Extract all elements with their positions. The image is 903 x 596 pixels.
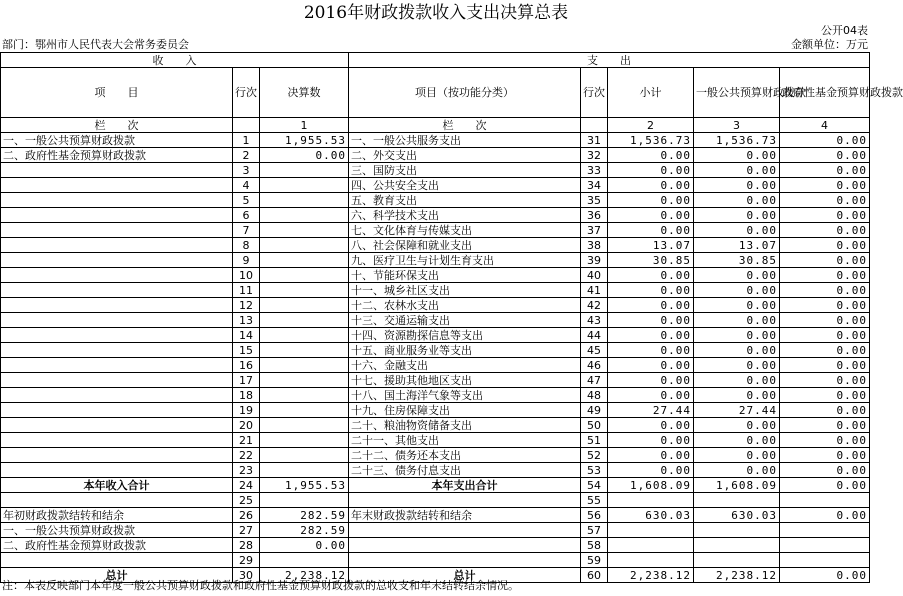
income-amount-cell[interactable] xyxy=(260,193,349,208)
income-amount-cell[interactable] xyxy=(260,493,349,508)
column-number-2: 2 xyxy=(608,118,694,133)
expense-row-no-cell[interactable]: 40 xyxy=(581,268,608,283)
income-amount-cell[interactable] xyxy=(260,553,349,568)
income-amount-cell[interactable] xyxy=(260,358,349,373)
gov-fund-cell[interactable]: 0.00 xyxy=(780,328,870,343)
column-label-expense: 栏 次 xyxy=(349,118,581,133)
general-budget-cell[interactable]: 0.00 xyxy=(694,283,780,298)
subtotal-cell[interactable]: 13.07 xyxy=(608,238,694,253)
subtotal-cell[interactable]: 0.00 xyxy=(608,433,694,448)
subtotal-cell[interactable] xyxy=(608,523,694,538)
income-row-no-cell[interactable]: 1 xyxy=(233,133,260,148)
expense-item-cell[interactable]: 总计 xyxy=(349,568,581,583)
table-row xyxy=(1,253,870,268)
expense-item-cell[interactable]: 一、一般公共服务支出 xyxy=(349,133,581,148)
table-row xyxy=(1,223,870,238)
income-item-cell[interactable]: 本年收入合计 xyxy=(1,478,233,493)
subtotal-cell[interactable]: 0.00 xyxy=(608,358,694,373)
income-item-cell[interactable] xyxy=(1,313,233,328)
expense-row-no-cell[interactable]: 54 xyxy=(581,478,608,493)
expense-item-cell[interactable]: 八、社会保障和就业支出 xyxy=(349,238,581,253)
expense-section-header: 支 出 xyxy=(349,53,870,68)
table-row xyxy=(1,283,870,298)
expense-row-no-cell[interactable]: 44 xyxy=(581,328,608,343)
general-budget-cell[interactable] xyxy=(694,538,780,553)
subtotal-cell[interactable]: 27.44 xyxy=(608,403,694,418)
table-row xyxy=(1,418,870,433)
expense-item-cell[interactable] xyxy=(349,538,581,553)
expense-item-cell[interactable]: 十八、国土海洋气象等支出 xyxy=(349,388,581,403)
income-amount-cell[interactable] xyxy=(260,313,349,328)
gov-fund-cell[interactable]: 0.00 xyxy=(780,403,870,418)
section-header-row xyxy=(1,53,870,68)
table-row xyxy=(1,358,870,373)
income-amount-cell[interactable] xyxy=(260,283,349,298)
income-item-cell[interactable] xyxy=(1,238,233,253)
gov-fund-cell[interactable]: 0.00 xyxy=(780,433,870,448)
gov-fund-cell[interactable]: 0.00 xyxy=(780,163,870,178)
income-amount-cell[interactable]: 1,955.53 xyxy=(260,133,349,148)
general-budget-cell[interactable]: 0.00 xyxy=(694,208,780,223)
expense-item-cell[interactable] xyxy=(349,523,581,538)
subtotal-cell[interactable]: 0.00 xyxy=(608,223,694,238)
income-item-cell[interactable]: 年初财政拨款结转和结余 xyxy=(1,508,233,523)
form-code: 公开04表 xyxy=(821,24,868,37)
income-row-no-cell[interactable]: 28 xyxy=(233,538,260,553)
income-amount-cell[interactable] xyxy=(260,433,349,448)
expense-item-cell[interactable]: 十、节能环保支出 xyxy=(349,268,581,283)
expense-item-cell[interactable]: 六、科学技术支出 xyxy=(349,208,581,223)
income-item-cell[interactable]: 二、政府性基金预算财政拨款 xyxy=(1,538,233,553)
income-amount-cell[interactable] xyxy=(260,268,349,283)
income-row-no-cell[interactable]: 16 xyxy=(233,358,260,373)
column-number-4: 4 xyxy=(780,118,870,133)
row-no-header: 行次 xyxy=(233,68,260,118)
table-row xyxy=(1,133,870,148)
table-row xyxy=(1,343,870,358)
expense-row-no-cell[interactable]: 50 xyxy=(581,418,608,433)
income-amount-cell[interactable] xyxy=(260,238,349,253)
gov-fund-cell[interactable]: 0.00 xyxy=(780,283,870,298)
income-amount-cell[interactable] xyxy=(260,163,349,178)
subtotal-cell[interactable]: 0.00 xyxy=(608,268,694,283)
expense-row-no-cell[interactable]: 51 xyxy=(581,433,608,448)
expense-item-cell[interactable]: 十三、交通运输支出 xyxy=(349,313,581,328)
footnote: 注：本表反映部门本年度一般公共预算财政拨款和政府性基金预算财政拨款的总收支和年末结转结余情况。 xyxy=(2,579,519,592)
gov-fund-cell[interactable]: 0.00 xyxy=(780,388,870,403)
income-item-cell[interactable] xyxy=(1,433,233,448)
expense-row-no-cell[interactable]: 36 xyxy=(581,208,608,223)
income-row-no-cell[interactable]: 21 xyxy=(233,433,260,448)
expense-row-no-cell[interactable]: 37 xyxy=(581,223,608,238)
income-amount-cell[interactable]: 0.00 xyxy=(260,538,349,553)
income-amount-cell[interactable] xyxy=(260,298,349,313)
expense-row-no-cell[interactable]: 41 xyxy=(581,283,608,298)
table-row xyxy=(1,403,870,418)
gov-fund-cell[interactable]: 0.00 xyxy=(780,193,870,208)
income-amount-cell[interactable] xyxy=(260,448,349,463)
gov-fund-cell[interactable] xyxy=(780,493,870,508)
expense-item-cell[interactable]: 二十二、债务还本支出 xyxy=(349,448,581,463)
expense-item-cell[interactable]: 十六、金融支出 xyxy=(349,358,581,373)
income-item-cell[interactable] xyxy=(1,178,233,193)
income-amount-cell[interactable] xyxy=(260,403,349,418)
subtotal-cell[interactable] xyxy=(608,553,694,568)
income-row-no-cell[interactable]: 2 xyxy=(233,148,260,163)
subtotal-cell[interactable]: 0.00 xyxy=(608,283,694,298)
budget-table xyxy=(0,52,903,583)
general-budget-cell[interactable]: 0.00 xyxy=(694,223,780,238)
income-row-no-cell[interactable]: 29 xyxy=(233,553,260,568)
gov-fund-cell[interactable] xyxy=(780,553,870,568)
expense-row-no-cell[interactable]: 58 xyxy=(581,538,608,553)
expense-item-cell[interactable]: 本年支出合计 xyxy=(349,478,581,493)
expense-row-no-cell[interactable]: 33 xyxy=(581,163,608,178)
income-row-no-cell[interactable]: 20 xyxy=(233,418,260,433)
table-row xyxy=(1,523,870,538)
income-section-header: 收 入 xyxy=(1,53,349,68)
column-label-blank xyxy=(581,118,608,133)
subtotal-cell[interactable]: 0.00 xyxy=(608,388,694,403)
income-amount-cell[interactable]: 0.00 xyxy=(260,148,349,163)
table-row xyxy=(1,463,870,478)
income-item-cell[interactable] xyxy=(1,493,233,508)
gov-fund-cell[interactable]: 0.00 xyxy=(780,133,870,148)
gov-fund-cell[interactable]: 0.00 xyxy=(780,418,870,433)
income-amount-cell[interactable] xyxy=(260,463,349,478)
expense-row-no-cell[interactable]: 35 xyxy=(581,193,608,208)
expense-row-no-cell[interactable]: 47 xyxy=(581,373,608,388)
table-row xyxy=(1,433,870,448)
income-row-no-cell[interactable]: 24 xyxy=(233,478,260,493)
gov-fund-cell[interactable]: 0.00 xyxy=(780,253,870,268)
expense-row-no-cell[interactable]: 43 xyxy=(581,313,608,328)
general-budget-cell[interactable] xyxy=(694,493,780,508)
subtotal-cell[interactable]: 0.00 xyxy=(608,373,694,388)
general-budget-cell[interactable]: 0.00 xyxy=(694,163,780,178)
general-budget-cell[interactable]: 0.00 xyxy=(694,343,780,358)
subtotal-header: 小计 xyxy=(608,68,694,118)
income-row-no-cell[interactable]: 25 xyxy=(233,493,260,508)
expense-row-no-cell[interactable]: 42 xyxy=(581,298,608,313)
table-row xyxy=(1,148,870,163)
expense-item-cell[interactable]: 九、医疗卫生与计划生育支出 xyxy=(349,253,581,268)
subtotal-cell[interactable]: 0.00 xyxy=(608,208,694,223)
subtotal-cell[interactable]: 1,608.09 xyxy=(608,478,694,493)
income-item-cell[interactable] xyxy=(1,208,233,223)
expense-item-cell[interactable]: 二十三、债务付息支出 xyxy=(349,463,581,478)
table-row xyxy=(1,298,870,313)
income-amount-cell[interactable]: 282.59 xyxy=(260,523,349,538)
expense-row-no-cell[interactable]: 46 xyxy=(581,358,608,373)
expense-item-cell[interactable]: 十一、城乡社区支出 xyxy=(349,283,581,298)
income-amount-cell[interactable] xyxy=(260,328,349,343)
general-budget-cell[interactable]: 27.44 xyxy=(694,403,780,418)
income-item-cell[interactable] xyxy=(1,388,233,403)
expense-item-cell[interactable]: 十五、商业服务业等支出 xyxy=(349,343,581,358)
expense-row-no-cell[interactable]: 59 xyxy=(581,553,608,568)
income-item-cell[interactable]: 一、一般公共预算财政拨款 xyxy=(1,523,233,538)
general-budget-cell[interactable]: 2,238.12 xyxy=(694,568,780,583)
subtotal-cell[interactable]: 0.00 xyxy=(608,193,694,208)
general-budget-cell[interactable]: 0.00 xyxy=(694,328,780,343)
income-row-no-cell[interactable]: 10 xyxy=(233,268,260,283)
general-budget-cell[interactable]: 0.00 xyxy=(694,418,780,433)
gov-fund-cell[interactable] xyxy=(780,523,870,538)
column-label-blank xyxy=(233,118,260,133)
expense-item-cell[interactable]: 二十、粮油物资储备支出 xyxy=(349,418,581,433)
subtotal-cell[interactable]: 0.00 xyxy=(608,448,694,463)
func-item-header: 项目（按功能分类） xyxy=(349,68,581,118)
general-budget-cell[interactable]: 0.00 xyxy=(694,373,780,388)
gov-fund-cell[interactable] xyxy=(780,538,870,553)
item-header: 项 目 xyxy=(1,68,233,118)
table-row xyxy=(1,508,870,523)
department-label: 部门：鄂州市人民代表大会常务委员会 xyxy=(2,38,189,51)
gov-fund-cell[interactable]: 0.00 xyxy=(780,448,870,463)
gov-fund-cell[interactable]: 0.00 xyxy=(780,463,870,478)
expense-row-no-cell[interactable]: 48 xyxy=(581,388,608,403)
column-number-3: 3 xyxy=(694,118,780,133)
gov-fund-cell[interactable]: 0.00 xyxy=(780,358,870,373)
general-budget-cell[interactable]: 0.00 xyxy=(694,313,780,328)
gov-fund-cell[interactable]: 0.00 xyxy=(780,313,870,328)
income-item-cell[interactable] xyxy=(1,163,233,178)
income-item-cell[interactable] xyxy=(1,358,233,373)
column-label: 栏 次 xyxy=(1,118,233,133)
expense-row-no-header: 行次 xyxy=(581,68,608,118)
table-row xyxy=(1,328,870,343)
expense-item-cell[interactable]: 二、外交支出 xyxy=(349,148,581,163)
expense-item-cell[interactable]: 二十一、其他支出 xyxy=(349,433,581,448)
subtotal-cell[interactable]: 30.85 xyxy=(608,253,694,268)
general-budget-cell[interactable]: 0.00 xyxy=(694,148,780,163)
income-item-cell[interactable] xyxy=(1,283,233,298)
table-row xyxy=(1,313,870,328)
income-item-cell[interactable] xyxy=(1,223,233,238)
gov-fund-cell[interactable]: 0.00 xyxy=(780,223,870,238)
expense-row-no-cell[interactable]: 31 xyxy=(581,133,608,148)
income-item-cell[interactable] xyxy=(1,328,233,343)
general-budget-cell[interactable]: 13.07 xyxy=(694,238,780,253)
table-row xyxy=(1,538,870,553)
gov-fund-cell[interactable]: 0.00 xyxy=(780,373,870,388)
income-amount-cell[interactable] xyxy=(260,343,349,358)
income-row-no-cell[interactable]: 27 xyxy=(233,523,260,538)
general-budget-cell[interactable]: 1,608.09 xyxy=(694,478,780,493)
gov-fund-cell[interactable]: 0.00 xyxy=(780,208,870,223)
income-row-no-cell[interactable]: 11 xyxy=(233,283,260,298)
income-amount-cell[interactable] xyxy=(260,388,349,403)
gov-fund-cell[interactable]: 0.00 xyxy=(780,148,870,163)
income-row-no-cell[interactable]: 4 xyxy=(233,178,260,193)
income-amount-cell[interactable] xyxy=(260,208,349,223)
general-budget-cell[interactable] xyxy=(694,523,780,538)
subtotal-cell[interactable]: 0.00 xyxy=(608,178,694,193)
expense-row-no-cell[interactable]: 49 xyxy=(581,403,608,418)
general-budget-cell[interactable] xyxy=(694,553,780,568)
income-item-cell[interactable] xyxy=(1,343,233,358)
general-budget-cell[interactable]: 0.00 xyxy=(694,358,780,373)
gov-fund-cell[interactable]: 0.00 xyxy=(780,508,870,523)
income-row-no-cell[interactable]: 14 xyxy=(233,328,260,343)
subtotal-cell[interactable]: 0.00 xyxy=(608,463,694,478)
gov-fund-cell[interactable]: 0.00 xyxy=(780,268,870,283)
table-row xyxy=(1,448,870,463)
expense-row-no-cell[interactable]: 56 xyxy=(581,508,608,523)
general-budget-cell[interactable]: 0.00 xyxy=(694,178,780,193)
subtotal-cell[interactable]: 630.03 xyxy=(608,508,694,523)
expense-item-cell[interactable]: 四、公共安全支出 xyxy=(349,178,581,193)
income-row-no-cell[interactable]: 5 xyxy=(233,193,260,208)
income-row-no-cell[interactable]: 12 xyxy=(233,298,260,313)
subtotal-cell[interactable]: 2,238.12 xyxy=(608,568,694,583)
income-item-cell[interactable] xyxy=(1,298,233,313)
table-row xyxy=(1,478,870,493)
gov-fund-cell[interactable]: 0.00 xyxy=(780,298,870,313)
income-item-cell[interactable]: 二、政府性基金预算财政拨款 xyxy=(1,148,233,163)
income-amount-cell[interactable]: 1,955.53 xyxy=(260,478,349,493)
general-budget-cell[interactable]: 0.00 xyxy=(694,193,780,208)
general-budget-cell[interactable]: 0.00 xyxy=(694,298,780,313)
expense-item-cell[interactable] xyxy=(349,493,581,508)
expense-row-no-cell[interactable]: 55 xyxy=(581,493,608,508)
income-row-no-cell[interactable]: 19 xyxy=(233,403,260,418)
income-row-no-cell[interactable]: 9 xyxy=(233,253,260,268)
column-header-row xyxy=(1,68,870,118)
subtotal-cell[interactable] xyxy=(608,538,694,553)
income-item-cell[interactable]: 总计 xyxy=(1,568,233,583)
expense-item-cell[interactable]: 七、文化体育与传媒支出 xyxy=(349,223,581,238)
page-title: 2016年财政拨款收入支出决算总表 xyxy=(303,3,569,23)
income-amount-cell[interactable]: 282.59 xyxy=(260,508,349,523)
income-item-cell[interactable] xyxy=(1,253,233,268)
income-row-no-cell[interactable]: 6 xyxy=(233,208,260,223)
income-item-cell[interactable] xyxy=(1,268,233,283)
income-item-cell[interactable] xyxy=(1,463,233,478)
general-budget-cell[interactable]: 0.00 xyxy=(694,433,780,448)
general-budget-header: 一般公共预算财政拨款 xyxy=(694,68,780,118)
table-row xyxy=(1,193,870,208)
income-item-cell[interactable] xyxy=(1,403,233,418)
gov-fund-header: 政府性基金预算财政拨款 xyxy=(780,68,870,118)
expense-row-no-cell[interactable]: 32 xyxy=(581,148,608,163)
income-row-no-cell[interactable]: 18 xyxy=(233,388,260,403)
income-row-no-cell[interactable]: 15 xyxy=(233,343,260,358)
expense-item-cell[interactable]: 五、教育支出 xyxy=(349,193,581,208)
income-row-no-cell[interactable]: 13 xyxy=(233,313,260,328)
table-row xyxy=(1,178,870,193)
subtotal-cell[interactable]: 0.00 xyxy=(608,148,694,163)
expense-row-no-cell[interactable]: 53 xyxy=(581,463,608,478)
gov-fund-cell[interactable]: 0.00 xyxy=(780,238,870,253)
subtotal-cell[interactable]: 0.00 xyxy=(608,328,694,343)
general-budget-cell[interactable]: 0.00 xyxy=(694,268,780,283)
gov-fund-cell[interactable]: 0.00 xyxy=(780,178,870,193)
income-amount-cell[interactable] xyxy=(260,418,349,433)
income-row-no-cell[interactable]: 7 xyxy=(233,223,260,238)
income-item-cell[interactable] xyxy=(1,373,233,388)
expense-row-no-cell[interactable]: 39 xyxy=(581,253,608,268)
expense-item-cell[interactable]: 十二、农林水支出 xyxy=(349,298,581,313)
income-amount-cell[interactable] xyxy=(260,223,349,238)
income-item-cell[interactable]: 一、一般公共预算财政拨款 xyxy=(1,133,233,148)
expense-item-cell[interactable] xyxy=(349,553,581,568)
income-item-cell[interactable] xyxy=(1,448,233,463)
column-label-row xyxy=(1,118,870,133)
income-item-cell[interactable] xyxy=(1,418,233,433)
income-amount-cell[interactable] xyxy=(260,373,349,388)
subtotal-cell[interactable]: 0.00 xyxy=(608,298,694,313)
income-row-no-cell[interactable]: 3 xyxy=(233,163,260,178)
gov-fund-cell[interactable]: 0.00 xyxy=(780,343,870,358)
income-row-no-cell[interactable]: 26 xyxy=(233,508,260,523)
subtotal-cell[interactable] xyxy=(608,493,694,508)
table-row xyxy=(1,208,870,223)
table-row xyxy=(1,553,870,568)
general-budget-cell[interactable]: 1,536.73 xyxy=(694,133,780,148)
subtotal-cell[interactable]: 0.00 xyxy=(608,313,694,328)
expense-item-cell[interactable]: 三、国防支出 xyxy=(349,163,581,178)
income-item-cell[interactable] xyxy=(1,553,233,568)
table-row xyxy=(1,493,870,508)
expense-row-no-cell[interactable]: 52 xyxy=(581,448,608,463)
income-amount-cell[interactable] xyxy=(260,178,349,193)
gov-fund-cell[interactable]: 0.00 xyxy=(780,478,870,493)
expense-item-cell[interactable]: 十九、住房保障支出 xyxy=(349,403,581,418)
income-row-no-cell[interactable]: 30 xyxy=(233,568,260,583)
income-row-no-cell[interactable]: 22 xyxy=(233,448,260,463)
general-budget-cell[interactable]: 30.85 xyxy=(694,253,780,268)
expense-row-no-cell[interactable]: 57 xyxy=(581,523,608,538)
expense-item-cell[interactable]: 年末财政拨款结转和结余 xyxy=(349,508,581,523)
income-amount-cell[interactable]: 2,238.12 xyxy=(260,568,349,583)
final-amount-header: 决算数 xyxy=(260,68,349,118)
subtotal-cell[interactable]: 1,536.73 xyxy=(608,133,694,148)
table-row xyxy=(1,388,870,403)
table-row xyxy=(1,163,870,178)
general-budget-cell[interactable]: 630.03 xyxy=(694,508,780,523)
subtotal-cell[interactable]: 0.00 xyxy=(608,418,694,433)
expense-row-no-cell[interactable]: 34 xyxy=(581,178,608,193)
expense-item-cell[interactable]: 十四、资源勘探信息等支出 xyxy=(349,328,581,343)
general-budget-cell[interactable]: 0.00 xyxy=(694,448,780,463)
income-amount-cell[interactable] xyxy=(260,253,349,268)
column-number-1: 1 xyxy=(260,118,349,133)
subtotal-cell[interactable]: 0.00 xyxy=(608,343,694,358)
table-row xyxy=(1,238,870,253)
income-item-cell[interactable] xyxy=(1,193,233,208)
general-budget-cell[interactable]: 0.00 xyxy=(694,463,780,478)
expense-row-no-cell[interactable]: 38 xyxy=(581,238,608,253)
table-row xyxy=(1,268,870,283)
gov-fund-cell[interactable]: 0.00 xyxy=(780,568,870,583)
unit-label: 金额单位：万元 xyxy=(791,38,868,51)
general-budget-cell[interactable]: 0.00 xyxy=(694,388,780,403)
expense-item-cell[interactable]: 十七、援助其他地区支出 xyxy=(349,373,581,388)
expense-row-no-cell[interactable]: 60 xyxy=(581,568,608,583)
income-row-no-cell[interactable]: 17 xyxy=(233,373,260,388)
income-row-no-cell[interactable]: 8 xyxy=(233,238,260,253)
table-row xyxy=(1,373,870,388)
subtotal-cell[interactable]: 0.00 xyxy=(608,163,694,178)
income-row-no-cell[interactable]: 23 xyxy=(233,463,260,478)
expense-row-no-cell[interactable]: 45 xyxy=(581,343,608,358)
